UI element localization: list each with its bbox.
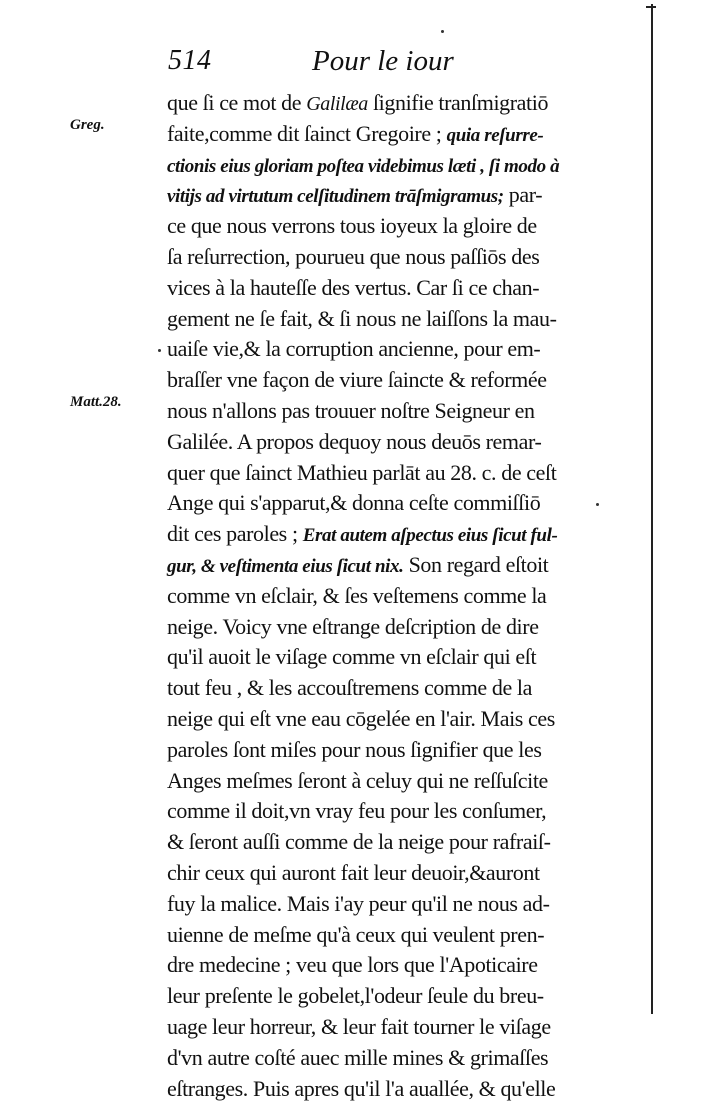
- text-line: [167, 396, 587, 427]
- text-segment: ce que nous verrons tous ioyeux la gloire de: [167, 213, 537, 238]
- text-line: [167, 642, 587, 673]
- text-line: [167, 458, 587, 489]
- ink-speck: [158, 349, 161, 352]
- text-line: [167, 673, 587, 704]
- text-segment: comme vn eſclair, & ſes veſtemens comme la: [167, 583, 546, 608]
- text-segment: que ſi ce mot de: [167, 90, 306, 115]
- text-segment: neige. Voicy vne eſtrange deſcription de dire: [167, 614, 539, 639]
- text-segment: d'vn autre coſté auec mille mines & grimaſſes: [167, 1045, 548, 1070]
- text-line: [167, 550, 587, 581]
- latin-quotation: vitijs ad virtutum celſitudinem trāſmigramus;: [167, 186, 504, 207]
- text-segment: tout feu , & les accouſtremens comme de la: [167, 675, 532, 700]
- page-number: 514: [168, 45, 212, 77]
- text-segment: Galilée. A propos dequoy nous deuōs remar-: [167, 429, 541, 454]
- ink-speck: [596, 503, 599, 506]
- text-segment: gement ne ſe fait, & ſi nous ne laiſſons la mau-: [167, 306, 557, 331]
- text-line: [167, 858, 587, 889]
- text-line: [167, 119, 587, 150]
- text-line: [167, 488, 587, 519]
- text-line: [167, 304, 587, 335]
- text-line: [167, 1012, 587, 1043]
- text-segment: uaiſe vie,& la corruption ancienne, pour em-: [167, 336, 540, 361]
- margin-note-matt: Matt.28.: [70, 394, 122, 411]
- body-text: [167, 88, 587, 1104]
- ink-speck: [441, 30, 444, 33]
- latin-quotation: gur, & veſtimenta eius ſicut nix.: [167, 556, 403, 577]
- text-line: [167, 150, 587, 181]
- text-line: [167, 1074, 587, 1104]
- text-line: [167, 766, 587, 797]
- text-segment: paroles ſont miſes pour nous ſignifier que les: [167, 737, 541, 762]
- text-segment: dre medecine ; veu que lors que l'Apoticaire: [167, 952, 538, 977]
- gutter-tick: [646, 6, 656, 8]
- text-line: [167, 1043, 587, 1074]
- text-segment: faite,comme dit ſainct Gregoire ;: [167, 121, 447, 146]
- gutter-rule: [651, 4, 653, 1014]
- latin-quotation: quia reſurre-: [447, 125, 544, 146]
- text-segment: neige qui eſt vne eau cōgelée en l'air. Mais ces: [167, 706, 555, 731]
- text-segment: ſa reſurrection, pourueu que nous paſſiōs des: [167, 244, 539, 269]
- text-line: [167, 88, 587, 119]
- text-segment: chir ceux qui auront fait leur deuoir,&auront: [167, 860, 540, 885]
- latin-quotation: ctionis eius gloriam poſtea videbimus læti , ſi modo à: [167, 156, 559, 177]
- text-segment: Ange qui s'apparut,& donna ceſte commiſſiō: [167, 490, 540, 515]
- text-line: [167, 365, 587, 396]
- text-segment: Son regard eſtoit: [403, 552, 548, 577]
- text-segment: dit ces paroles ;: [167, 521, 303, 546]
- text-line: [167, 334, 587, 365]
- text-line: [167, 180, 587, 211]
- text-line: [167, 889, 587, 920]
- proper-name: Galilæa: [306, 93, 368, 115]
- text-segment: qu'il auoit le viſage comme vn eſclair qui eſt: [167, 644, 536, 669]
- text-line: [167, 242, 587, 273]
- text-line: [167, 796, 587, 827]
- text-line: [167, 612, 587, 643]
- text-segment: Anges meſmes ſeront à celuy qui ne reſſuſcite: [167, 768, 548, 793]
- text-segment: fuy la malice. Mais i'ay peur qu'il ne nous ad-: [167, 891, 550, 916]
- text-segment: uage leur horreur, & leur fait tourner le viſage: [167, 1014, 551, 1039]
- text-line: [167, 920, 587, 951]
- text-segment: ſignifie tranſmigratiō: [368, 90, 548, 115]
- text-line: [167, 950, 587, 981]
- latin-quotation: Erat autem aſpectus eius ſicut ful-: [303, 525, 558, 546]
- running-title: Pour le iour: [312, 45, 454, 78]
- text-segment: leur preſente le gobelet,l'odeur ſeule du breu-: [167, 983, 544, 1008]
- text-segment: vices à la hauteſſe des vertus. Car ſi ce chan-: [167, 275, 539, 300]
- text-line: [167, 581, 587, 612]
- text-segment: uienne de meſme qu'à ceux qui veulent pren-: [167, 922, 544, 947]
- text-segment: nous n'allons pas trouuer noſtre Seigneur en: [167, 398, 535, 423]
- text-line: [167, 981, 587, 1012]
- text-line: [167, 735, 587, 766]
- text-segment: quer que ſainct Mathieu parlāt au 28. c. de ceſt: [167, 460, 556, 485]
- text-segment: & ſeront auſſi comme de la neige pour rafraiſ-: [167, 829, 551, 854]
- margin-note-greg: Greg.: [70, 117, 105, 134]
- text-segment: par-: [504, 182, 542, 207]
- text-line: [167, 211, 587, 242]
- text-line: [167, 519, 587, 550]
- text-segment: comme il doit,vn vray feu pour les conſumer,: [167, 798, 546, 823]
- text-line: [167, 704, 587, 735]
- text-segment: eſtranges. Puis apres qu'il l'a auallée, & qu'elle: [167, 1076, 555, 1101]
- text-line: [167, 827, 587, 858]
- text-line: [167, 273, 587, 304]
- text-line: [167, 427, 587, 458]
- text-segment: braſſer vne façon de viure ſaincte & reformée: [167, 367, 547, 392]
